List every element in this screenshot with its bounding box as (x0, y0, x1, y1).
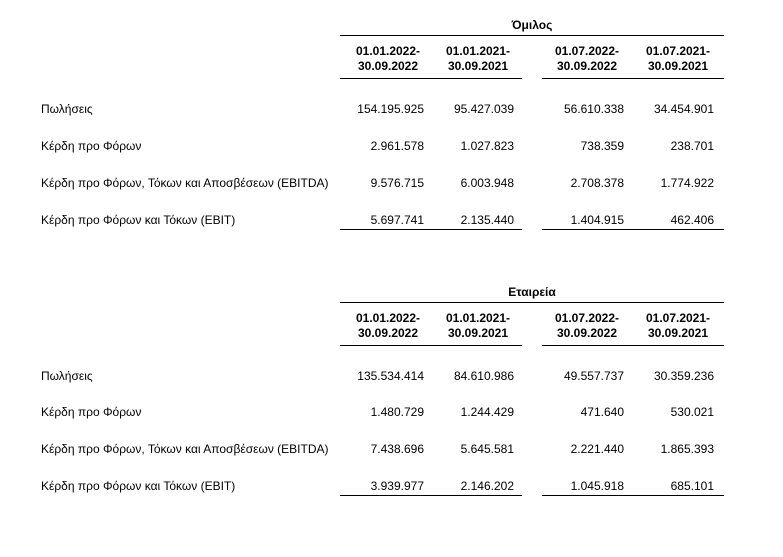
table-cell: 738.359 (580, 139, 624, 153)
column-header-line: 30.09.2022 (357, 59, 419, 73)
table-cell: 9.576.715 (370, 176, 424, 190)
table-cell: 95.427.039 (453, 102, 514, 116)
header-rule (340, 78, 522, 79)
table-cell: 5.697.741 (370, 213, 424, 227)
table-cell: 685.101 (670, 479, 714, 493)
column-header-line: 30.09.2021 (647, 59, 709, 73)
table-cell: 2.135.440 (460, 213, 514, 227)
column-header-line: 30.09.2021 (447, 326, 509, 340)
row-label: Κέρδη προ Φόρων, Τόκων και Αποσβέσεων (EBITDA) (41, 442, 329, 456)
row-label: Πωλήσεις (41, 102, 93, 116)
table-cell: 5.645.581 (460, 442, 514, 456)
title-rule (340, 302, 724, 303)
column-header-line: 30.09.2022 (556, 326, 618, 340)
row-label: Κέρδη προ Φόρων, Τόκων και Αποσβέσεων (EBITDA) (41, 176, 329, 190)
column-header-line: 01.07.2022- (554, 311, 620, 325)
table-cell: 2.146.202 (460, 479, 514, 493)
column-header-line: 30.09.2022 (556, 59, 618, 73)
column-header-line: 01.01.2021- (445, 44, 511, 58)
section-title: Όμιλος (511, 18, 553, 32)
header-rule (542, 345, 724, 346)
row-label: Κέρδη προ Φόρων (41, 139, 142, 153)
column-header (636, 311, 720, 341)
column-header-line: 01.07.2021- (645, 44, 711, 58)
table-cell: 1.244.429 (460, 405, 514, 419)
column-header (436, 44, 520, 74)
column-header-line: 01.01.2022- (355, 44, 421, 58)
table-cell: 471.640 (580, 405, 624, 419)
footer-rule (340, 229, 522, 230)
column-header (346, 311, 430, 341)
table-cell: 530.021 (670, 405, 714, 419)
column-header (545, 311, 629, 341)
table-cell: 1.480.729 (370, 405, 424, 419)
header-rule (542, 78, 724, 79)
table-cell: 135.534.414 (357, 369, 424, 383)
table-cell: 7.438.696 (370, 442, 424, 456)
table-cell: 1.027.823 (460, 139, 514, 153)
table-cell: 34.454.901 (653, 102, 714, 116)
column-header-line: 01.07.2022- (554, 44, 620, 58)
table-cell: 1.774.922 (660, 176, 714, 190)
column-header-line: 01.01.2021- (445, 311, 511, 325)
table-cell: 1.404.915 (570, 213, 624, 227)
footer-rule (340, 495, 522, 496)
column-header (346, 44, 430, 74)
section-title: Εταιρεία (508, 285, 556, 299)
table-cell: 2.708.378 (570, 176, 624, 190)
table-cell: 2.961.578 (370, 139, 424, 153)
footer-rule (542, 495, 724, 496)
row-label: Κέρδη προ Φόρων και Τόκων (EBIT) (41, 213, 236, 227)
table-cell: 6.003.948 (460, 176, 514, 190)
table-cell: 56.610.338 (563, 102, 624, 116)
table-cell: 462.406 (670, 213, 714, 227)
table-cell: 49.557.737 (563, 369, 624, 383)
column-header (436, 311, 520, 341)
row-label: Κέρδη προ Φόρων και Τόκων (EBIT) (41, 479, 236, 493)
row-label: Πωλήσεις (41, 369, 93, 383)
table-cell: 1.865.393 (660, 442, 714, 456)
footer-rule (542, 229, 724, 230)
column-header-line: 30.09.2021 (447, 59, 509, 73)
title-rule (340, 35, 724, 36)
row-label: Κέρδη προ Φόρων (41, 405, 142, 419)
table-cell: 154.195.925 (357, 102, 424, 116)
header-rule (340, 345, 522, 346)
column-header-line: 30.09.2021 (647, 326, 709, 340)
table-cell: 84.610.986 (453, 369, 514, 383)
column-header-line: 01.07.2021- (645, 311, 711, 325)
column-header-line: 30.09.2022 (357, 326, 419, 340)
table-cell: 1.045.918 (570, 479, 624, 493)
table-cell: 30.359.236 (653, 369, 714, 383)
column-header-line: 01.01.2022- (355, 311, 421, 325)
table-cell: 238.701 (670, 139, 714, 153)
column-header (636, 44, 720, 74)
column-header (545, 44, 629, 74)
table-cell: 3.939.977 (370, 479, 424, 493)
table-cell: 2.221.440 (570, 442, 624, 456)
